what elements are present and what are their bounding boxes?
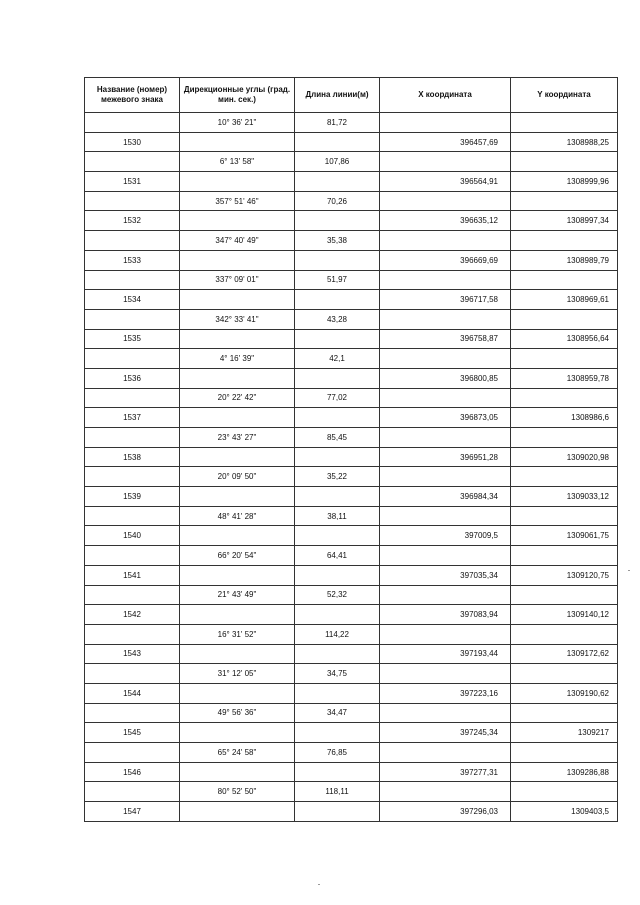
table-row: [85, 723, 618, 743]
cell-point-name: [85, 309, 180, 329]
cell-y-coordinate: 1308988,25: [511, 132, 618, 152]
cell-x-coordinate: [380, 782, 511, 802]
cell-x-coordinate: 396984,34: [380, 487, 511, 507]
header-x: X координата: [380, 78, 511, 113]
cell-x-coordinate: 396951,28: [380, 447, 511, 467]
cell-direction-angle: [180, 802, 295, 822]
cell-y-coordinate: 1308989,79: [511, 250, 618, 270]
cell-y-coordinate: 1308997,34: [511, 211, 618, 231]
table-row: [85, 408, 618, 428]
table-row: [85, 368, 618, 388]
cell-direction-angle: 6° 13' 58": [180, 152, 295, 172]
cell-direction-angle: 65° 24' 58": [180, 743, 295, 763]
table-row: [85, 605, 618, 625]
cell-direction-angle: [180, 644, 295, 664]
cell-y-coordinate: 1309190,62: [511, 683, 618, 703]
cell-point-name: 1536: [85, 368, 180, 388]
cell-point-name: 1538: [85, 447, 180, 467]
cell-direction-angle: 10° 36' 21": [180, 113, 295, 133]
cell-line-length: 43,28: [295, 309, 380, 329]
table-row: [85, 506, 618, 526]
table-row: [85, 743, 618, 763]
boundary-coordinates-table: [84, 77, 618, 822]
cell-point-name: [85, 506, 180, 526]
cell-line-length: [295, 605, 380, 625]
cell-point-name: [85, 585, 180, 605]
cell-direction-angle: [180, 211, 295, 231]
cell-line-length: [295, 802, 380, 822]
cell-line-length: [295, 132, 380, 152]
cell-x-coordinate: 396717,58: [380, 290, 511, 310]
cell-x-coordinate: [380, 428, 511, 448]
table-row: [85, 152, 618, 172]
cell-point-name: 1535: [85, 329, 180, 349]
cell-x-coordinate: [380, 309, 511, 329]
table-row: [85, 802, 618, 822]
cell-y-coordinate: 1309140,12: [511, 605, 618, 625]
cell-y-coordinate: [511, 703, 618, 723]
cell-point-name: [85, 624, 180, 644]
cell-line-length: 35,22: [295, 467, 380, 487]
cell-y-coordinate: [511, 388, 618, 408]
cell-line-length: [295, 172, 380, 192]
cell-point-name: [85, 467, 180, 487]
cell-direction-angle: [180, 132, 295, 152]
cell-direction-angle: [180, 762, 295, 782]
cell-point-name: [85, 703, 180, 723]
cell-point-name: 1537: [85, 408, 180, 428]
cell-line-length: [295, 723, 380, 743]
cell-y-coordinate: [511, 270, 618, 290]
cell-x-coordinate: 396457,69: [380, 132, 511, 152]
cell-direction-angle: [180, 683, 295, 703]
cell-line-length: 34,47: [295, 703, 380, 723]
cell-y-coordinate: 1309061,75: [511, 526, 618, 546]
table-row: [85, 447, 618, 467]
cell-direction-angle: 20° 09' 50": [180, 467, 295, 487]
cell-x-coordinate: 397083,94: [380, 605, 511, 625]
cell-y-coordinate: [511, 624, 618, 644]
cell-point-name: [85, 349, 180, 369]
cell-y-coordinate: [511, 664, 618, 684]
table-row: [85, 683, 618, 703]
header-length: Длина линии(м): [295, 78, 380, 113]
cell-direction-angle: [180, 447, 295, 467]
cell-y-coordinate: 1309217: [511, 723, 618, 743]
cell-point-name: [85, 152, 180, 172]
table-row: [85, 565, 618, 585]
table-row: [85, 762, 618, 782]
cell-point-name: 1539: [85, 487, 180, 507]
cell-line-length: [295, 487, 380, 507]
cell-x-coordinate: [380, 270, 511, 290]
cell-direction-angle: [180, 290, 295, 310]
header-name: Название (номер) межевого знака: [85, 78, 180, 113]
cell-point-name: [85, 428, 180, 448]
cell-point-name: [85, 231, 180, 251]
cell-line-length: 35,38: [295, 231, 380, 251]
cell-point-name: 1532: [85, 211, 180, 231]
table-row: [85, 428, 618, 448]
table-row: [85, 211, 618, 231]
cell-direction-angle: 337° 09' 01": [180, 270, 295, 290]
cell-point-name: [85, 191, 180, 211]
cell-y-coordinate: [511, 546, 618, 566]
cell-line-length: 64,41: [295, 546, 380, 566]
table-body: [85, 113, 618, 822]
table-row: [85, 329, 618, 349]
cell-x-coordinate: [380, 388, 511, 408]
cell-y-coordinate: [511, 231, 618, 251]
cell-direction-angle: 347° 40' 49": [180, 231, 295, 251]
cell-point-name: 1546: [85, 762, 180, 782]
cell-line-length: 52,32: [295, 585, 380, 605]
cell-point-name: 1534: [85, 290, 180, 310]
scan-speck: [318, 884, 320, 885]
cell-y-coordinate: [511, 309, 618, 329]
cell-x-coordinate: [380, 703, 511, 723]
cell-x-coordinate: 397223,16: [380, 683, 511, 703]
cell-y-coordinate: 1309020,98: [511, 447, 618, 467]
cell-y-coordinate: 1308986,6: [511, 408, 618, 428]
cell-y-coordinate: [511, 743, 618, 763]
cell-x-coordinate: [380, 191, 511, 211]
cell-x-coordinate: [380, 585, 511, 605]
cell-point-name: 1533: [85, 250, 180, 270]
table-row: [85, 467, 618, 487]
cell-line-length: 107,86: [295, 152, 380, 172]
cell-line-length: 77,02: [295, 388, 380, 408]
cell-y-coordinate: 1309120,75: [511, 565, 618, 585]
cell-y-coordinate: [511, 782, 618, 802]
cell-line-length: [295, 526, 380, 546]
cell-direction-angle: [180, 565, 295, 585]
cell-x-coordinate: [380, 624, 511, 644]
cell-direction-angle: 66° 20' 54": [180, 546, 295, 566]
cell-y-coordinate: 1309403,5: [511, 802, 618, 822]
cell-y-coordinate: 1308969,61: [511, 290, 618, 310]
cell-point-name: 1531: [85, 172, 180, 192]
cell-direction-angle: [180, 172, 295, 192]
table-row: [85, 782, 618, 802]
cell-x-coordinate: [380, 743, 511, 763]
cell-x-coordinate: 397296,03: [380, 802, 511, 822]
cell-direction-angle: 23° 43' 27": [180, 428, 295, 448]
cell-line-length: [295, 644, 380, 664]
header-angle: Дирекционные углы (град. мин. сек.): [180, 78, 295, 113]
cell-line-length: 51,97: [295, 270, 380, 290]
cell-x-coordinate: 396564,91: [380, 172, 511, 192]
cell-x-coordinate: [380, 152, 511, 172]
cell-line-length: [295, 683, 380, 703]
cell-direction-angle: [180, 250, 295, 270]
cell-direction-angle: [180, 487, 295, 507]
table-row: [85, 290, 618, 310]
table-row: [85, 349, 618, 369]
cell-line-length: [295, 329, 380, 349]
cell-direction-angle: 48° 41' 28": [180, 506, 295, 526]
cell-y-coordinate: [511, 585, 618, 605]
cell-line-length: 81,72: [295, 113, 380, 133]
cell-x-coordinate: [380, 349, 511, 369]
cell-point-name: 1530: [85, 132, 180, 152]
cell-y-coordinate: [511, 113, 618, 133]
table-row: [85, 585, 618, 605]
table-row: [85, 172, 618, 192]
cell-direction-angle: [180, 368, 295, 388]
cell-direction-angle: 21° 43' 49": [180, 585, 295, 605]
cell-x-coordinate: [380, 113, 511, 133]
cell-direction-angle: 20° 22' 42": [180, 388, 295, 408]
cell-x-coordinate: [380, 231, 511, 251]
cell-line-length: [295, 368, 380, 388]
cell-point-name: [85, 270, 180, 290]
cell-x-coordinate: [380, 664, 511, 684]
cell-point-name: 1541: [85, 565, 180, 585]
table-row: [85, 546, 618, 566]
table-row: [85, 644, 618, 664]
cell-x-coordinate: 397245,34: [380, 723, 511, 743]
table-header-row: [85, 78, 618, 113]
cell-line-length: 114,22: [295, 624, 380, 644]
cell-x-coordinate: 397035,34: [380, 565, 511, 585]
cell-direction-angle: 80° 52' 50": [180, 782, 295, 802]
cell-point-name: [85, 664, 180, 684]
cell-direction-angle: 31° 12' 05": [180, 664, 295, 684]
cell-line-length: [295, 408, 380, 428]
cell-x-coordinate: [380, 546, 511, 566]
cell-y-coordinate: [511, 467, 618, 487]
cell-point-name: 1544: [85, 683, 180, 703]
cell-direction-angle: [180, 408, 295, 428]
cell-direction-angle: [180, 526, 295, 546]
table-row: [85, 624, 618, 644]
table-row: [85, 113, 618, 133]
table-row: [85, 191, 618, 211]
cell-y-coordinate: 1309286,88: [511, 762, 618, 782]
cell-x-coordinate: 397277,31: [380, 762, 511, 782]
cell-line-length: [295, 447, 380, 467]
cell-y-coordinate: 1309172,62: [511, 644, 618, 664]
cell-point-name: 1545: [85, 723, 180, 743]
cell-line-length: 34,75: [295, 664, 380, 684]
table-row: [85, 703, 618, 723]
table-row: [85, 250, 618, 270]
header-y: Y координата: [511, 78, 618, 113]
cell-y-coordinate: 1308956,64: [511, 329, 618, 349]
cell-y-coordinate: [511, 506, 618, 526]
cell-x-coordinate: 396669,69: [380, 250, 511, 270]
table-row: [85, 270, 618, 290]
cell-direction-angle: [180, 329, 295, 349]
cell-line-length: [295, 250, 380, 270]
cell-x-coordinate: 397193,44: [380, 644, 511, 664]
cell-y-coordinate: 1308999,96: [511, 172, 618, 192]
cell-y-coordinate: [511, 152, 618, 172]
cell-y-coordinate: [511, 191, 618, 211]
cell-direction-angle: 357° 51' 46": [180, 191, 295, 211]
cell-line-length: [295, 211, 380, 231]
cell-point-name: [85, 743, 180, 763]
table-row: [85, 664, 618, 684]
cell-line-length: 118,11: [295, 782, 380, 802]
cell-point-name: 1543: [85, 644, 180, 664]
cell-line-length: 76,85: [295, 743, 380, 763]
cell-point-name: 1547: [85, 802, 180, 822]
cell-line-length: 85,45: [295, 428, 380, 448]
cell-x-coordinate: [380, 467, 511, 487]
cell-line-length: 38,11: [295, 506, 380, 526]
cell-x-coordinate: 397009,5: [380, 526, 511, 546]
cell-direction-angle: 4° 16' 39": [180, 349, 295, 369]
cell-direction-angle: 342° 33' 41": [180, 309, 295, 329]
cell-line-length: [295, 762, 380, 782]
cell-direction-angle: [180, 605, 295, 625]
cell-direction-angle: 49° 56' 36": [180, 703, 295, 723]
cell-x-coordinate: 396635,12: [380, 211, 511, 231]
cell-y-coordinate: 1309033,12: [511, 487, 618, 507]
table-row: [85, 526, 618, 546]
table-row: [85, 132, 618, 152]
cell-point-name: [85, 388, 180, 408]
cell-line-length: 42,1: [295, 349, 380, 369]
cell-point-name: 1540: [85, 526, 180, 546]
cell-direction-angle: 16° 31' 52": [180, 624, 295, 644]
table-row: [85, 231, 618, 251]
cell-point-name: [85, 782, 180, 802]
cell-y-coordinate: 1308959,78: [511, 368, 618, 388]
cell-x-coordinate: 396758,87: [380, 329, 511, 349]
cell-x-coordinate: 396873,05: [380, 408, 511, 428]
cell-y-coordinate: [511, 428, 618, 448]
cell-y-coordinate: [511, 349, 618, 369]
cell-direction-angle: [180, 723, 295, 743]
cell-line-length: 70,26: [295, 191, 380, 211]
cell-point-name: 1542: [85, 605, 180, 625]
table-row: [85, 388, 618, 408]
cell-x-coordinate: 396800,85: [380, 368, 511, 388]
scan-speck: [628, 570, 630, 571]
table-row: [85, 309, 618, 329]
cell-x-coordinate: [380, 506, 511, 526]
table-row: [85, 487, 618, 507]
cell-point-name: [85, 546, 180, 566]
cell-line-length: [295, 290, 380, 310]
cell-line-length: [295, 565, 380, 585]
cell-point-name: [85, 113, 180, 133]
